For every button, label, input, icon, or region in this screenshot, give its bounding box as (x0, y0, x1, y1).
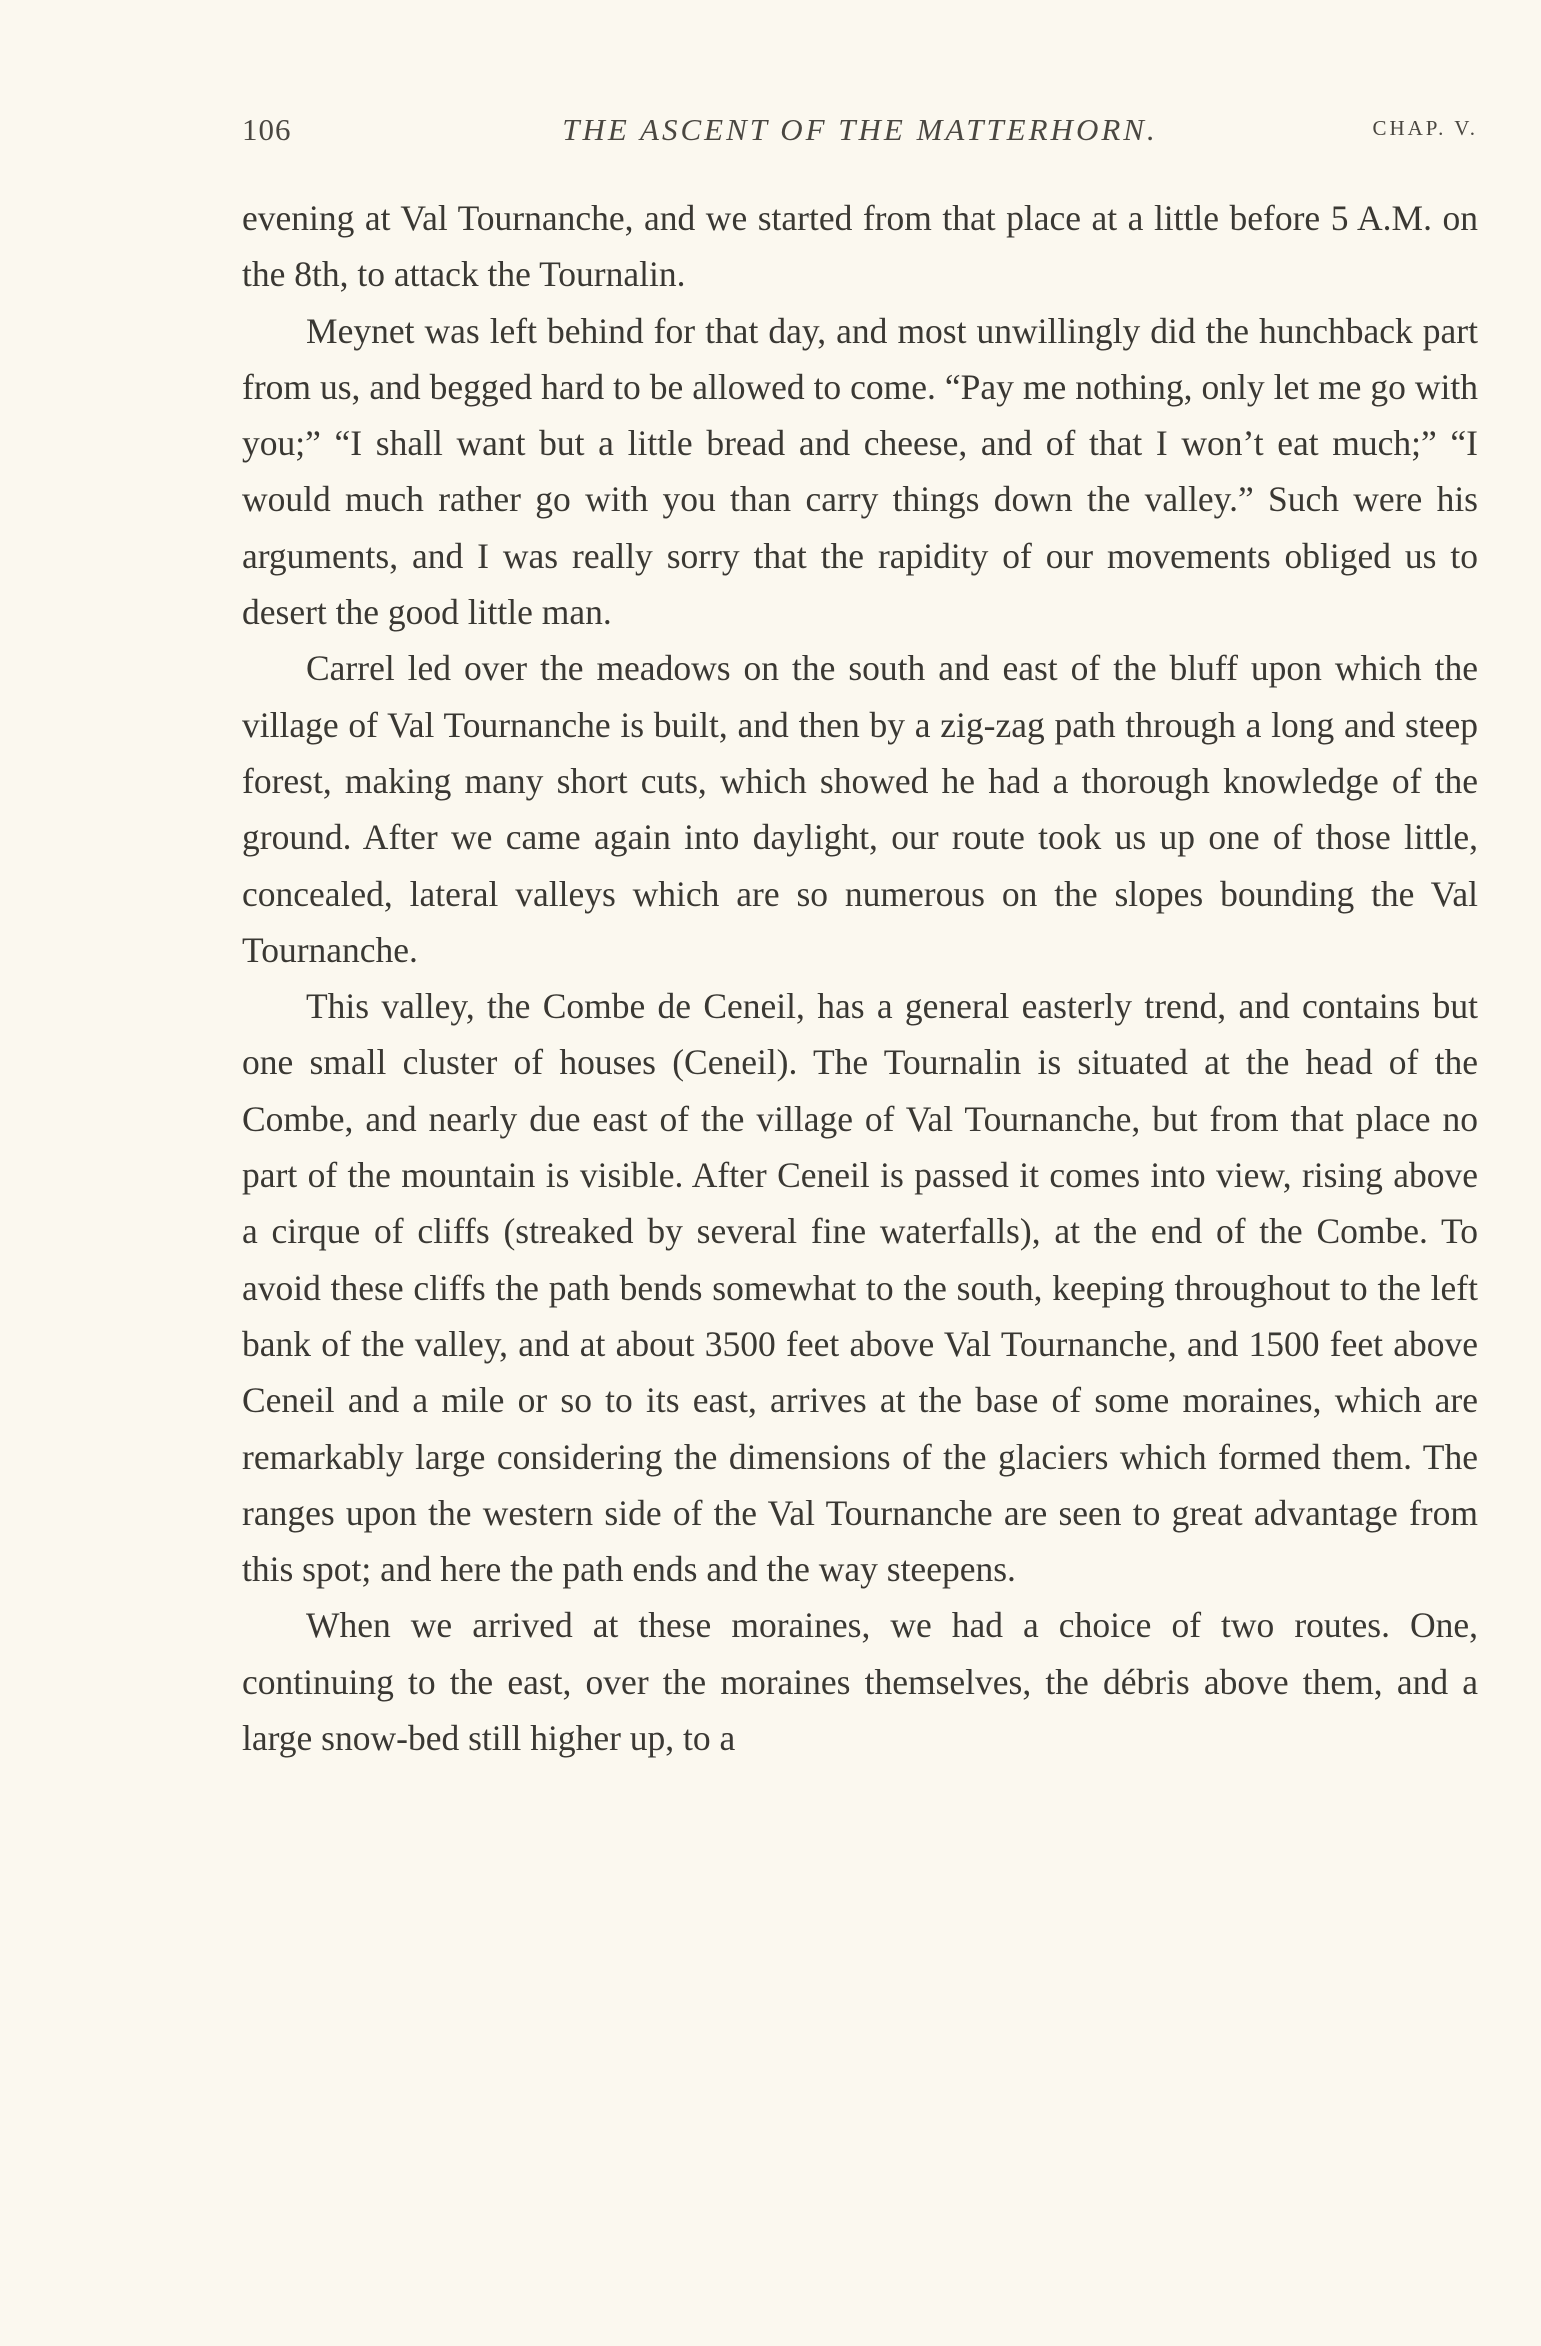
paragraph: When we arrived at these moraines, we had a choice of two routes. One, continuing to the east, over the moraines themselves, the débris above them, and a large snow-bed still higher up, to a (242, 1605, 1478, 1759)
running-title: THE ASCENT OF THE MATTERHORN. (562, 112, 1158, 147)
paragraph: This valley, the Combe de Ceneil, has a general easterly trend, and contains but one small cluster of houses (Ceneil). The Tournalin is situated at the head of the Combe, and nearly due east of the village of Val Tournanche, but from that place no part of the mountain is visible. After Ceneil is passed it comes into view, rising above a cirque of cliffs (streaked by several fine waterfalls), at the end of the Combe. To avoid these cliffs the path bends somewhat to the south, keeping throughout to the left bank of the valley, and at about 3500 feet above Val Tournanche, and 1500 feet above Ceneil and a mile or so to its east, arrives at the base of some moraines, which are remarkably large considering the dimensions of the glaciers which formed them. The ranges upon the western side of the Val Tournanche are seen to great advantage from this spot; and here the path ends and the way steepens. (242, 986, 1478, 1590)
body-text (242, 190, 1478, 1766)
paragraph: Meynet was left behind for that day, and most unwillingly did the hunchback part from us, and begged hard to be allowed to come. “Pay me nothing, only let me go with you;” “I shall want but a little bread and cheese, and of that I won’t eat much;” “I would much rather go with you than carry things down the valley.” Such were his arguments, and I was really sorry that the rapidity of our movements obliged us to desert the good little man. (242, 310, 1478, 633)
paragraph-continued: evening at Val Tournanche, and we started from that place at a little before 5 A.M. on the 8th, to attack the Tournalin. (242, 198, 1478, 295)
chapter-label: CHAP. V. (1372, 116, 1478, 140)
page-number: 106 (242, 112, 292, 147)
paragraph: Carrel led over the meadows on the south and east of the bluff upon which the village of Val Tournanche is built, and then by a zig-zag path through a long and steep forest, making many short cuts, which showed he had a thorough knowledge of the ground. After we came again into daylight, our route took us up one of those little, concealed, lateral valleys which are so numerous on the slopes bounding the Val Tournanche. (242, 648, 1478, 970)
running-head (242, 112, 1478, 162)
